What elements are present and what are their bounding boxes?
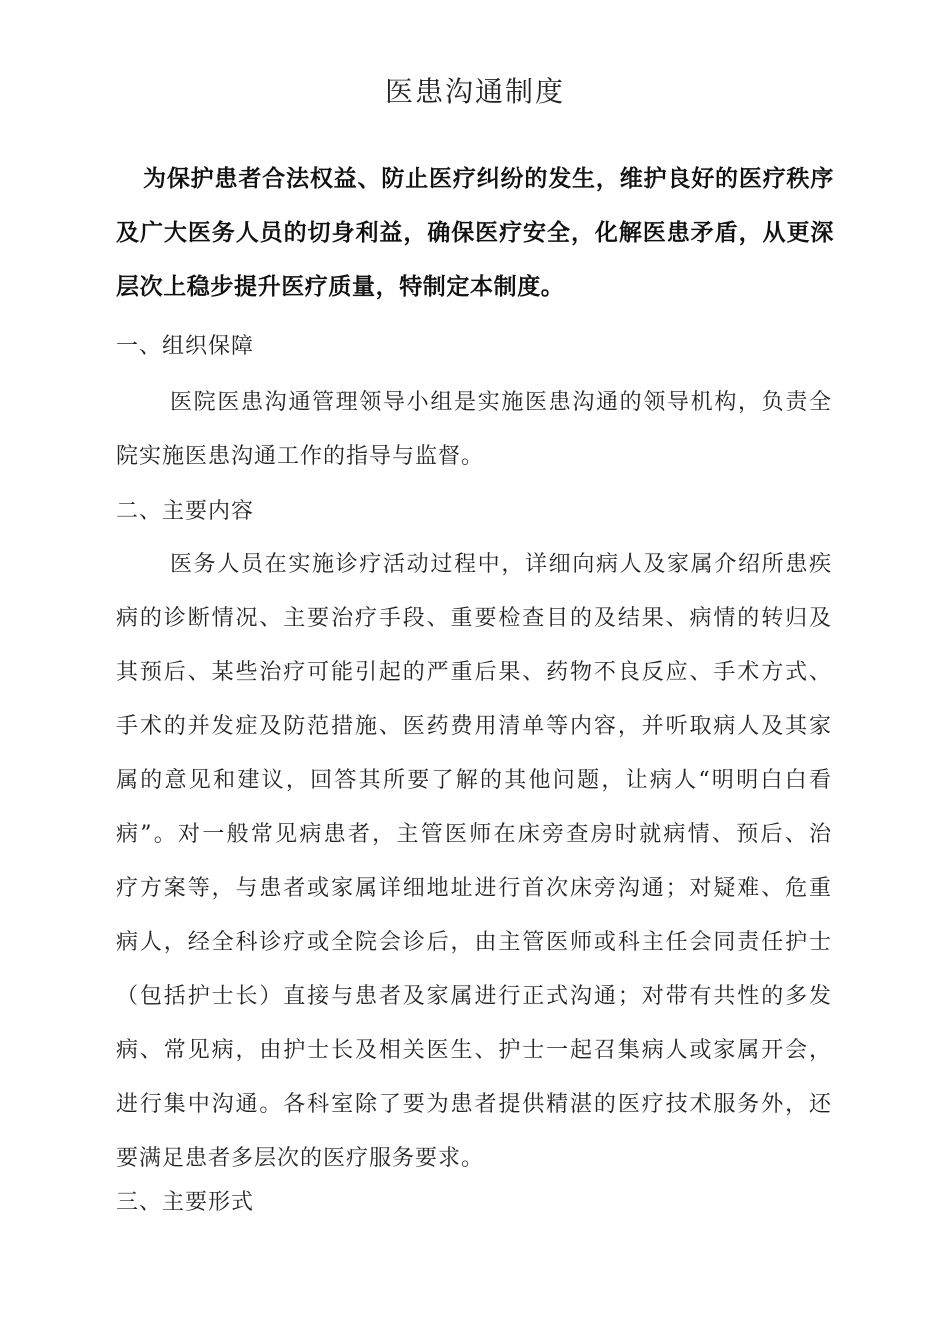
- paragraph-line: 医务人员在实施诊疗活动过程中，详细向病人及家属介绍所患疾: [170, 552, 832, 577]
- section-paragraph-organization: [116, 376, 832, 484]
- paragraph-line: 手术的并发症及防范措施、医药费用清单等内容，并听取病人及其家: [116, 714, 832, 739]
- paragraph-line: 医院医患沟通管理领导小组是实施医患沟通的领导机构，负责全: [170, 390, 832, 415]
- paragraph-line: 病、常见病，由护士长及相关医生、护士一起召集病人或家属开会，: [116, 1038, 832, 1063]
- intro-line: 为保护患者合法权益、防止医疗纠纷的发生，维护良好的医疗秩序: [143, 166, 834, 192]
- paragraph-line: 要满足患者多层次的医疗服务要求。: [116, 1146, 485, 1171]
- document-title: 医患沟通制度: [384, 75, 565, 108]
- paragraph-line: （包括护士长）直接与患者及家属进行正式沟通；对带有共性的多发: [116, 984, 832, 1009]
- paragraph-line: 属的意见和建议，回答其所要了解的其他问题，让病人“明明白白看: [116, 768, 832, 793]
- paragraph-line: 病”。对一般常见病患者，主管医师在床旁查房时就病情、预后、治: [116, 822, 832, 847]
- paragraph-line: 病人，经全科诊疗或全院会诊后，由主管医师或科主任会同责任护士: [116, 930, 832, 955]
- paragraph-line: 疗方案等，与患者或家属详细地址进行首次床旁沟通；对疑难、危重: [116, 876, 832, 901]
- intro-line: 层次上稳步提升医疗质量，特制定本制度。: [116, 274, 565, 300]
- intro-line: 及广大医务人员的切身利益，确保医疗安全，化解医患矛盾，从更深: [116, 220, 834, 246]
- section-heading-content: 二、主要内容: [116, 499, 255, 524]
- paragraph-line: 进行集中沟通。各科室除了要为患者提供精湛的医疗技术服务外，还: [116, 1092, 832, 1117]
- intro-paragraph: [116, 152, 834, 314]
- section-heading-forms: 三、主要形式: [116, 1190, 255, 1215]
- section-heading-organization: 一、组织保障: [116, 334, 255, 359]
- section-paragraph-content: [116, 538, 832, 1186]
- paragraph-line: 病的诊断情况、主要治疗手段、重要检查目的及结果、病情的转归及: [116, 606, 832, 631]
- paragraph-line: 其预后、某些治疗可能引起的严重后果、药物不良反应、手术方式、: [116, 660, 832, 685]
- paragraph-line: 院实施医患沟通工作的指导与监督。: [116, 444, 485, 469]
